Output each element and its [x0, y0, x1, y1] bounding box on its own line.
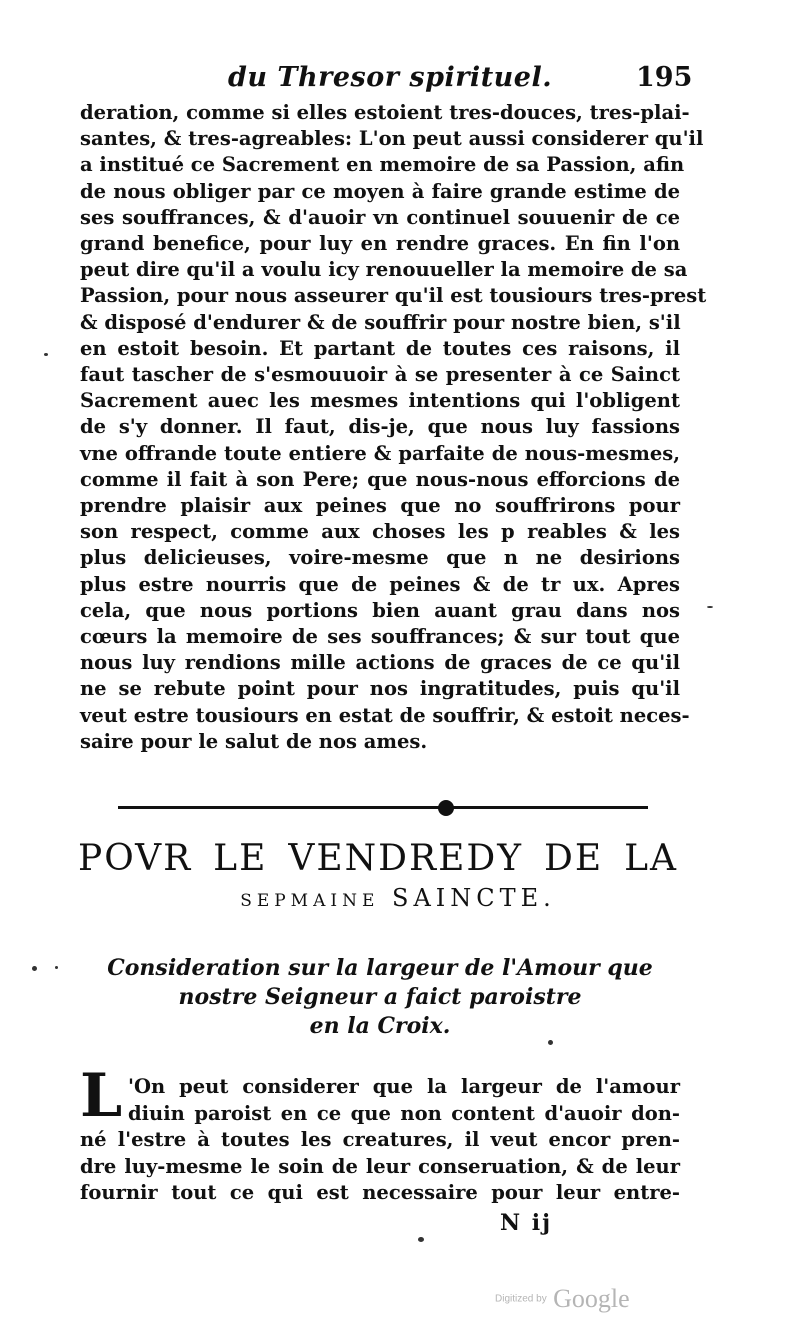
print-speck: [32, 966, 37, 971]
section-heading: POVR LE VENDREDY DE LA: [78, 838, 678, 879]
text-line: & disposé d'endurer & de souffrir pour nostre bien, s'il: [80, 310, 681, 334]
google-logo: Google: [553, 1284, 630, 1313]
consideration-line: nostre Seigneur a faict paroistre: [178, 984, 582, 1010]
text-line: plus delicieuses, voire-mesme que n ne desirions: [80, 546, 680, 570]
consideration-line: en la Croix.: [309, 1013, 451, 1039]
digitization-watermark: [495, 1284, 695, 1314]
text-line: Sacrement auec les mesmes intentions qui l'obligent: [80, 389, 680, 413]
text-line: saire pour le salut de nos ames.: [80, 729, 428, 753]
print-speck: [44, 353, 48, 356]
section-subheading: [0, 884, 796, 912]
body-text: [80, 100, 707, 755]
text-line: ne se rebute point pour nos ingratitudes, puis qu'il: [80, 677, 680, 701]
text-line: nous luy rendions mille actions de graces de ce qu'il: [80, 651, 680, 675]
text-line: en estoit besoin. Et partant de toutes ces raisons, il: [80, 336, 680, 360]
text-line: comme il fait à son Pere; que nous-nous efforcions de: [80, 467, 680, 491]
text-line: deration, comme si elles estoient tres-douces, tres-plai-: [80, 101, 690, 124]
text-line: santes, & tres-agreables: L'on peut aussi considerer qu'il: [80, 127, 704, 151]
text-line: peut dire qu'il a voulu icy renouueller la memoire de sa: [80, 258, 688, 282]
text-line: 'On peut considerer que la largeur de l'amour: [128, 1075, 680, 1098]
signature-mark: N ij: [500, 1210, 553, 1236]
text-line: diuin paroist en ce que non content d'auoir don-: [128, 1101, 680, 1125]
text-line: a institué ce Sacrement en memoire de sa Passion, afin: [80, 153, 685, 177]
subheading-word: SAINCTE.: [392, 884, 556, 912]
subheading-word: SEPMAINE: [240, 891, 380, 911]
text-line: Passion, pour nous asseurer qu'il est tousiours tres-prest: [80, 284, 707, 308]
page-number: 195: [636, 62, 693, 93]
divider-ornament: [438, 800, 454, 816]
watermark-prefix: Digitized by: [495, 1293, 547, 1305]
text-line: cœurs la memoire de ses souffrances; & sur tout que: [80, 625, 680, 649]
text-line: fournir tout ce qui est necessaire pour leur entre-: [80, 1181, 680, 1204]
text-line: dre luy-mesme le soin de leur conseruation, & de leur: [80, 1154, 680, 1178]
text-line: de nous obliger par ce moyen à faire grande estime de: [80, 179, 680, 203]
running-head: [0, 62, 796, 96]
consideration-title: [80, 954, 680, 1041]
text-line: vne offrande toute entiere & parfaite de nous-mesmes,: [80, 441, 680, 465]
text-line: prendre plaisir aux peines que no souffrirons pour: [80, 494, 680, 518]
text-line: de s'y donner. Il faut, dis-je, que nous luy fassions: [80, 415, 680, 439]
text-line: cela, que nous portions bien auant grau dans nos: [80, 598, 680, 622]
drop-cap: L: [80, 1061, 123, 1131]
section-divider-rule: [118, 806, 648, 809]
print-speck: [55, 966, 58, 969]
text-line: ses souffrances, & d'auoir vn continuel souuenir de ce: [80, 205, 680, 229]
text-line: veut estre tousiours en estat de souffrir, & estoit neces-: [80, 703, 690, 727]
print-speck: [418, 1237, 424, 1242]
consideration-line: Consideration sur la largeur de l'Amour que: [107, 955, 653, 981]
print-speck: [707, 606, 713, 608]
text-line: son respect, comme aux choses les p reables & les: [80, 520, 680, 544]
print-speck: [548, 1040, 553, 1045]
running-title: du Thresor spirituel.: [228, 62, 553, 93]
text-line: plus estre nourris que de peines & de tr ux. Apres: [80, 572, 680, 596]
text-line: grand benefice, pour luy en rendre graces. En fin l'on: [80, 232, 680, 256]
section-text: [80, 1074, 680, 1207]
text-line: faut tascher de s'esmouuoir à se presenter à ce Sainct: [80, 363, 680, 387]
text-line: né l'estre à toutes les creatures, il veut encor pren-: [80, 1128, 680, 1151]
